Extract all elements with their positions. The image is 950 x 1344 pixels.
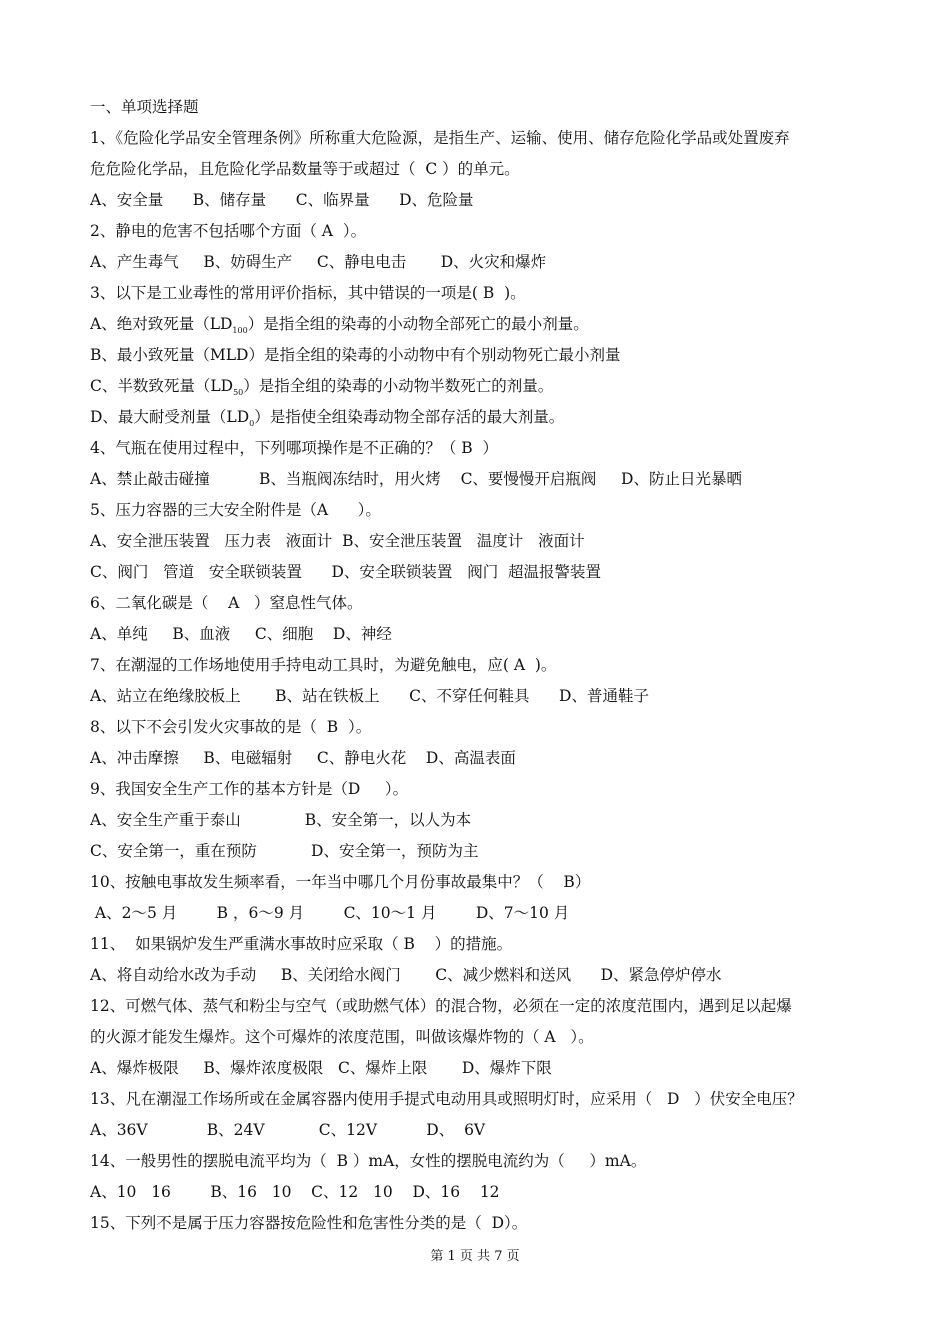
text-line-start: C、半数致死量（LD	[90, 377, 234, 395]
text-line: A、安全量 B、储存量 C、临界量 D、危险量	[90, 191, 474, 209]
document-body	[90, 92, 870, 1239]
text-line-end: ）是指全组的染毒的小动物全部死亡的最小剂量。	[247, 315, 589, 333]
text-line: 4、气瓶在使用过程中，下列哪项操作是不正确的？（ B ）	[90, 439, 499, 457]
text-line: A、安全生产重于泰山 B、安全第一，以人为本	[90, 811, 472, 829]
text-line: 7、在潮湿的工作场地使用手持电动工具时，为避免触电，应( A )。	[90, 656, 557, 674]
text-line: 2、静电的危害不包括哪个方面（ A ）。	[90, 222, 367, 240]
text-line: 13、凡在潮湿工作场所或在金属容器内使用手提式电动用具或照明灯时，应采用（ D ）伏安全电压？	[90, 1090, 803, 1108]
text-line-end: ）是指使全组染毒动物全部存活的最大剂量。	[254, 408, 565, 426]
text-line: A、单纯 B、血液 C、细胞 D、神经	[90, 625, 392, 643]
text-line: 9、我国安全生产工作的基本方针是（D ）。	[90, 780, 409, 798]
text-line: 危危险化学品，且危险化学品数量等于或超过（ C ）的单元。	[90, 160, 520, 178]
page-footer: 第 1 页 共 7 页	[430, 1249, 520, 1264]
text-line: A、爆炸极限 B、爆炸浓度极限 C、爆炸上限 D、爆炸下限	[90, 1059, 552, 1077]
text-line: B、最小致死量（MLD）是指全组的染毒的小动物中有个别动物死亡最小剂量	[90, 346, 621, 364]
text-line: 6、二氧化碳是（ A ）窒息性气体。	[90, 594, 363, 612]
text-line: A、将自动给水改为手动 B、关闭给水阀门 C、减少燃料和送风 D、紧急停炉停水	[90, 966, 722, 984]
section-title: 一、单项选择题	[90, 98, 199, 116]
text-line: 5、压力容器的三大安全附件是（A ）。	[90, 501, 381, 519]
text-line: 14、一般男性的摆脱电流平均为（ B ）mA，女性的摆脱电流约为（ ）mA。	[90, 1152, 647, 1170]
text-line: A、冲击摩擦 B、电磁辐射 C、静电火花 D、高温表面	[90, 749, 516, 767]
text-line: 12、可燃气体、蒸气和粉尘与空气（或助燃气体）的混合物，必须在一定的浓度范围内，遇到足以起爆	[90, 997, 792, 1015]
text-line: 8、以下不会引发火灾事故的是（ B ）。	[90, 718, 372, 736]
text-line: A、站立在绝缘胶板上 B、站在铁板上 C、不穿任何鞋具 D、普通鞋子	[90, 687, 649, 705]
text-line	[90, 371, 870, 402]
text-line: A、36V B、24V C、12V D、 6V	[90, 1121, 486, 1139]
text-line: 11、 如果锅炉发生严重满水事故时应采取（ B ）的措施。	[90, 935, 513, 953]
text-line: 10、按触电事故发生频率看，一年当中哪几个月份事故最集中？（ B）	[90, 873, 591, 891]
text-line: 1、《危险化学品安全管理条例》所称重大危险源，是指生产、运输、使用、储存危险化学品或处置废弃	[90, 129, 790, 147]
text-line: A、禁止敲击碰撞 B、当瓶阀冻结时，用火烤 C、要慢慢开启瓶阀 D、防止日光暴晒	[90, 470, 742, 488]
text-line: 的火源才能发生爆炸。这个可爆炸的浓度范围，叫做该爆炸物的（ A ）。	[90, 1028, 594, 1046]
text-line: A、产生毒气 B、妨碍生产 C、静电电击 D、火灾和爆炸	[90, 253, 547, 271]
text-line: A、安全泄压装置 压力表 液面计 B、安全泄压装置 温度计 液面计	[90, 532, 585, 550]
text-line	[90, 309, 870, 340]
text-line-end: ）是指全组的染毒的小动物半数死亡的剂量。	[243, 377, 554, 395]
text-line: C、阀门 管道 安全联锁装置 D、安全联锁装置 阀门 超温报警装置	[90, 563, 602, 581]
text-line-start: A、绝对致死量（LD	[90, 315, 233, 333]
text-line-start: D、最大耐受剂量（LD	[90, 408, 250, 426]
subscript: 0	[249, 419, 255, 428]
text-line	[90, 402, 870, 433]
subscript: 100	[232, 326, 248, 335]
subscript: 50	[233, 388, 244, 397]
text-line: 15、下列不是属于压力容器按危险性和危害性分类的是（ D）。	[90, 1214, 528, 1232]
text-line: 3、以下是工业毒性的常用评价指标，其中错误的一项是( B )。	[90, 284, 526, 302]
text-line: A、2～5 月 B ，6～9 月 C、10～1 月 D、7～10 月	[90, 904, 570, 922]
text-line: A、10 16 B、16 10 C、12 10 D、16 12	[90, 1183, 500, 1201]
text-line: C、安全第一，重在预防 D、安全第一，预防为主	[90, 842, 479, 860]
